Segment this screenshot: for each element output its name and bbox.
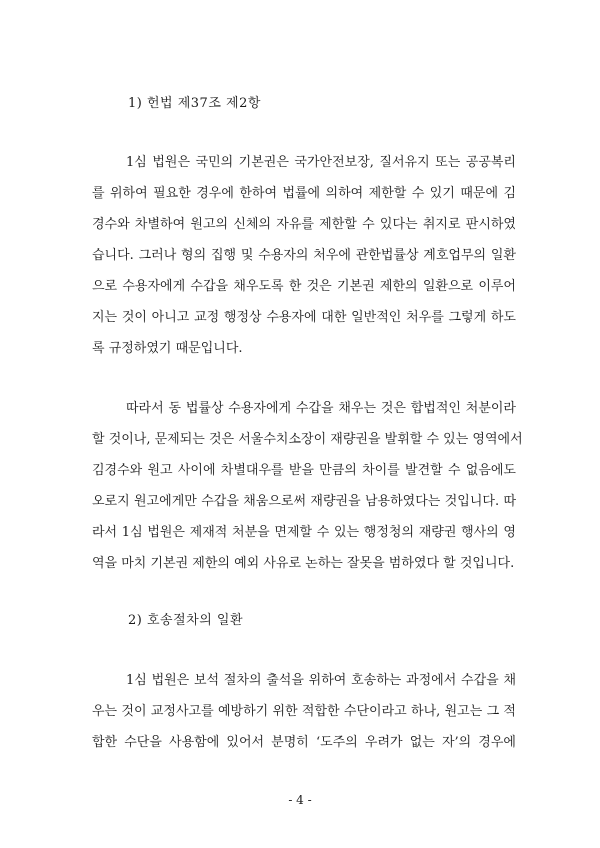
paragraph-line: 역을 마치 기본권 제한의 예외 사유로 논하는 잘못을 범하였다 할 것입니다. [92,556,515,571]
paragraph-3 [92,665,516,758]
paragraph-line: 를 위하여 필요한 경우에 한하여 법률에 의하여 제한할 수 있기 때문에 김 [92,186,516,201]
paragraph-line: 1심 법원은 국민의 기본권은 국가안전보장, 질서유지 또는 공공복리 [126,155,516,170]
paragraph-line: 따라서 동 법률상 수용자에게 수갑을 채우는 것은 합법적인 처분이라 [126,401,516,416]
paragraph-line: 지는 것이 아니고 교정 행정상 수용자에 대한 일반적인 처우를 그렇게 하도 [92,310,516,325]
paragraph-2 [92,393,523,579]
paragraph-line: 으로 수용자에게 수갑을 채우도록 한 것은 기본권 제한의 일환으로 이루어 [92,279,516,294]
paragraph-1 [92,147,516,364]
paragraph-line: 오로지 원고에게만 수갑을 채움으로써 재량권을 남용하였다는 것입니다. 따 [92,494,516,509]
paragraph-line: 할 것이나, 문제되는 것은 서울수치소장이 재량권을 발휘할 수 있는 영역에서 [92,432,523,447]
paragraph-line: 우는 것이 교정사고를 예방하기 위한 적합한 수단이라고 하나, 원고는 그 적 [92,704,516,719]
paragraph-line: 습니다. 그러나 형의 집행 및 수용자의 처우에 관한법률상 계호업무의 일환 [92,248,516,263]
paragraph-line: 록 규정하였기 때문입니다. [92,341,243,356]
paragraph-line: 김경수와 원고 사이에 차별대우를 받을 만큼의 차이를 발견할 수 없음에도 [92,463,516,478]
section-heading-1: 1) 헌법 제37조 제2항 [128,96,261,111]
paragraph-line: 라서 1심 법원은 제재적 처분을 면제할 수 있는 행정청의 재량권 행사의 영 [92,525,516,540]
paragraph-line: 합한 수단을 사용함에 있어서 분명히 ‘도주의 우려가 없는 자’의 경우에 [92,735,516,750]
paragraph-line: 1심 법원은 보석 절차의 출석을 위하여 호송하는 과정에서 수갑을 채 [126,673,516,688]
paragraph-line: 경수와 차별하여 원고의 신체의 자유를 제한할 수 있다는 취지로 판시하였 [92,217,516,232]
page-number: - 4 - [288,793,312,807]
section-heading-2: 2) 호송절차의 일환 [128,613,244,628]
